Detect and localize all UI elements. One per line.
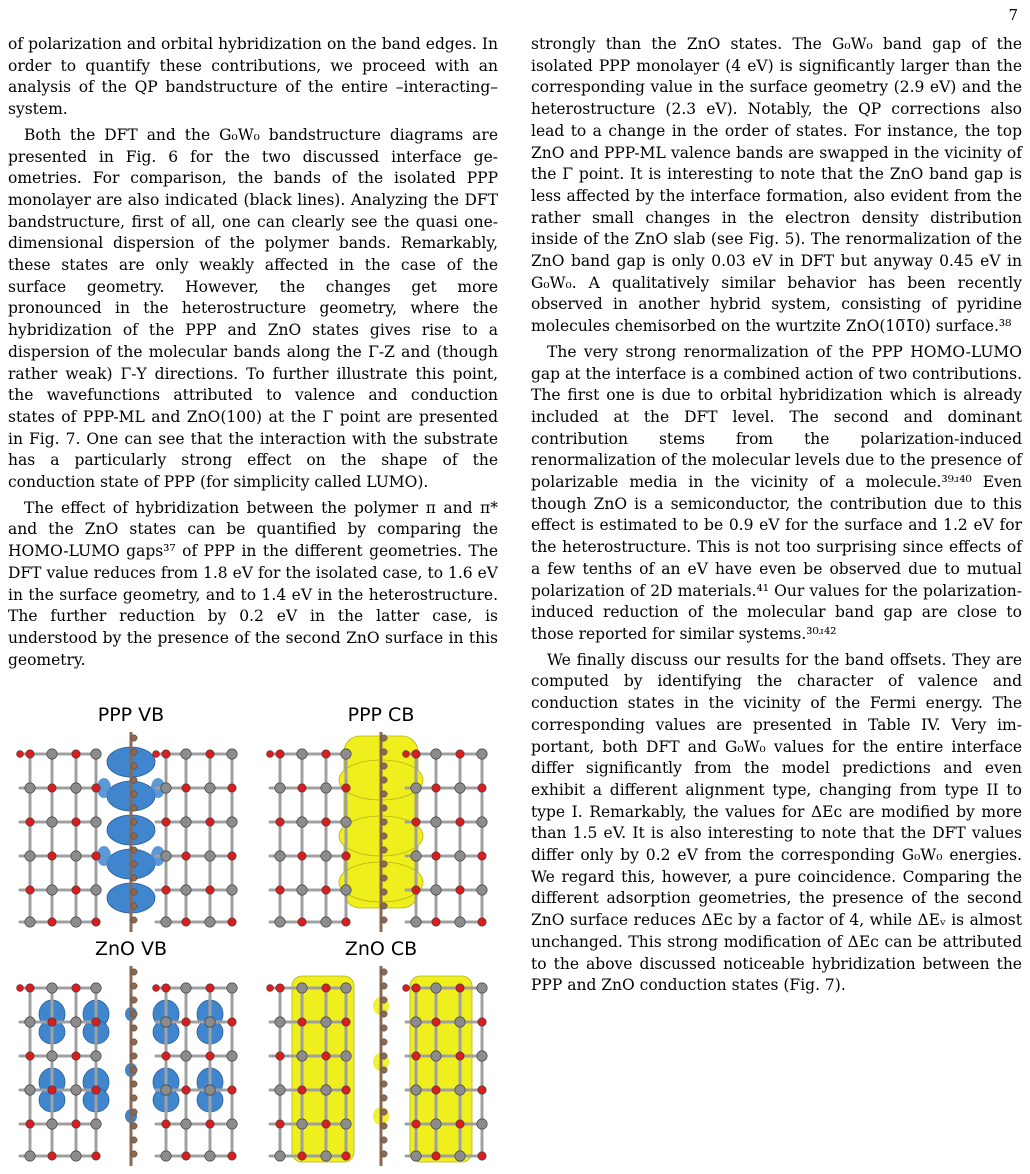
oxygen-atom	[478, 852, 486, 860]
panel-title: ZnO CB	[344, 938, 418, 960]
zinc-atom	[227, 1119, 237, 1129]
zinc-atom	[321, 1151, 331, 1161]
zinc-atom	[25, 917, 35, 927]
carbon-atom	[131, 777, 137, 783]
oxygen-atom	[153, 985, 160, 992]
zinc-atom	[71, 1151, 81, 1161]
zinc-atom	[431, 983, 441, 993]
carbon-atom	[131, 983, 137, 989]
zinc-atom	[205, 917, 215, 927]
oxygen-atom	[26, 886, 34, 894]
carbon-atom	[131, 805, 137, 811]
carbon-atom	[131, 791, 137, 797]
zinc-atom	[25, 783, 35, 793]
carbon-atom	[131, 1081, 137, 1087]
oxygen-atom	[456, 886, 464, 894]
oxygen-atom	[228, 784, 236, 792]
carbon-atom	[381, 1123, 387, 1129]
zinc-atom	[91, 817, 101, 827]
zinc-atom	[71, 851, 81, 861]
zinc-atom	[205, 1151, 215, 1161]
zinc-atom	[455, 851, 465, 861]
carbon-atom	[131, 861, 137, 867]
zinc-atom	[275, 783, 285, 793]
isosurface-plot	[16, 732, 246, 932]
oxygen-atom	[26, 1120, 34, 1128]
oxygen-atom	[478, 918, 486, 926]
oxygen-atom	[322, 1052, 330, 1060]
zinc-atom	[455, 1017, 465, 1027]
zinc-atom	[71, 783, 81, 793]
zinc-atom	[91, 1119, 101, 1129]
zinc-atom	[25, 1017, 35, 1027]
paragraph: The very strong renormalization of the PPP HOMO-LUMO gap at the interface is a combined action of two contributions. The first one is due to orbital hybridization which is already included at the DFT level. The second and dominant contribution stems from the polarization-induced renormalization of the molecular levels due to the presence of polarizable media in the vicinity of a molecule.³⁹ʴ⁴⁰ Even though ZnO is a semiconductor, the contribution due to this effect is estimated to be 0.9 eV for the surface and 1.2 eV for the heterostructure. This is not too surprising since effects of a few tenths of an eV have even be observed due to mutual polarization of 2D materials.⁴¹ Our values for the polarization-induced reduction of the molecular band gap are close to those reported for similar systems.³⁰ʴ⁴²	[531, 342, 1022, 643]
oxygen-atom	[267, 751, 274, 758]
oxygen-atom	[432, 1018, 440, 1026]
oxygen-atom	[228, 852, 236, 860]
oxygen-atom	[478, 1018, 486, 1026]
carbon-atom	[381, 833, 387, 839]
carbon-atom	[381, 903, 387, 909]
oxygen-atom	[162, 984, 170, 992]
oxygen-atom	[162, 750, 170, 758]
zinc-atom	[181, 983, 191, 993]
zinc-atom	[341, 983, 351, 993]
oxygen-atom	[322, 1120, 330, 1128]
oxygen-atom	[298, 1086, 306, 1094]
zinc-atom	[275, 917, 285, 927]
oxygen-atom	[206, 1120, 214, 1128]
zinc-atom	[297, 1119, 307, 1129]
zinc-atom	[455, 783, 465, 793]
carbon-atom	[381, 969, 387, 975]
zinc-atom	[47, 1119, 57, 1129]
oxygen-atom	[162, 886, 170, 894]
zinc-atom	[275, 1085, 285, 1095]
carbon-atom	[131, 1053, 137, 1059]
zinc-atom	[161, 1151, 171, 1161]
oxygen-atom	[342, 918, 350, 926]
oxygen-atom	[17, 985, 24, 992]
carbon-atom	[131, 889, 137, 895]
oxygen-atom	[403, 985, 410, 992]
paragraph: We finally discuss our results for the band offsets. They are computed by identifying the character of valence and conduction states in the vicinity of the Fermi energy. The corresponding values are presented in Table IV. Very important, both DFT and G₀W₀ values for the entire interface differ significantly from the model predictions and even exhibit a different alignment type, changing from type II to type I. Remarkably, the values for ΔEᴄ are modified by more than 1.5 eV. It is also interesting to note that the DFT values differ only by 0.2 eV from the corresponding G₀W₀ energies. We regard this, however, a pure coincidence. Comparing the different adsorption geometries, the presence of the second ZnO surface reduces ΔEᴄ by a factor of 4, while ΔEᵥ is almost unchanged. This strong modification of ΔEᴄ can be attributed to the above discussed noticeable hybridization between the PPP and ZnO conduction states (Fig. 7).	[531, 650, 1022, 995]
paragraph: The effect of hybridization between the polymer π and π* and the ZnO states can be quantified by comparing the HOMO-LUMO gaps³⁷ of PPP in the different geometries. The DFT value reduces from 1.8 eV for the isolated case, to 1.6 eV in the surface geometry, and to 1.4 eV in the heterostructure. The further reduction by 0.2 eV in the latter case, is understood by the presence of the second ZnO surface in this geometry.	[8, 498, 498, 669]
oxygen-atom	[456, 984, 464, 992]
oxygen-atom	[322, 750, 330, 758]
isosurface-plot	[16, 966, 246, 1166]
zinc-atom	[455, 917, 465, 927]
carbon-atom	[381, 997, 387, 1003]
oxygen-atom	[228, 1086, 236, 1094]
zinc-atom	[477, 885, 487, 895]
zinc-atom	[25, 1085, 35, 1095]
panel-ppp-cb	[266, 704, 496, 936]
zinc-atom	[161, 1085, 171, 1095]
carbon-atom	[131, 997, 137, 1003]
oxygen-atom	[92, 852, 100, 860]
zinc-atom	[477, 1119, 487, 1129]
oxygen-atom	[342, 1152, 350, 1160]
zinc-atom	[227, 749, 237, 759]
oxygen-atom	[432, 784, 440, 792]
oxygen-atom	[48, 852, 56, 860]
carbon-atom	[131, 875, 137, 881]
right-column	[531, 34, 1022, 1001]
zinc-atom	[47, 817, 57, 827]
panel-zno-vb	[16, 938, 246, 1170]
oxygen-atom	[92, 1152, 100, 1160]
oxygen-atom	[412, 1120, 420, 1128]
zinc-atom	[321, 1085, 331, 1095]
oxygen-atom	[412, 1052, 420, 1060]
oxygen-atom	[432, 1086, 440, 1094]
oxygen-atom	[162, 1120, 170, 1128]
carbon-atom	[381, 875, 387, 881]
oxygen-atom	[206, 886, 214, 894]
zinc-atom	[341, 1119, 351, 1129]
zinc-atom	[455, 1085, 465, 1095]
oxygen-atom	[48, 784, 56, 792]
carbon-atom	[131, 763, 137, 769]
oxygen-atom	[92, 1018, 100, 1026]
zinc-atom	[411, 1151, 421, 1161]
isosurface-plot	[266, 732, 496, 932]
oxygen-atom	[162, 1052, 170, 1060]
carbon-atom	[381, 1011, 387, 1017]
page-number: 7	[1008, 6, 1018, 24]
carbon-atom	[131, 969, 137, 975]
zinc-atom	[71, 1017, 81, 1027]
zinc-atom	[411, 1085, 421, 1095]
carbon-atom	[381, 1025, 387, 1031]
zinc-atom	[205, 1017, 215, 1027]
carbon-atom	[131, 1137, 137, 1143]
carbon-atom	[381, 889, 387, 895]
oxygen-atom	[412, 984, 420, 992]
zinc-atom	[455, 1151, 465, 1161]
carbon-atom	[381, 749, 387, 755]
zinc-atom	[25, 1151, 35, 1161]
isosurface-plot	[266, 966, 496, 1166]
zinc-atom	[275, 851, 285, 861]
bonds	[20, 966, 232, 1166]
panel-title: ZnO VB	[94, 938, 168, 960]
oxygen-atom	[182, 852, 190, 860]
carbon-atom	[131, 903, 137, 909]
zinc-atom	[297, 749, 307, 759]
carbon-atom	[131, 847, 137, 853]
zinc-atom	[227, 885, 237, 895]
oxygen-atom	[72, 750, 80, 758]
oxygen-atom	[298, 1152, 306, 1160]
zinc-atom	[477, 749, 487, 759]
zinc-atom	[181, 1119, 191, 1129]
paragraph: of polarization and orbital hybridization on the band edges. In order to quantify these contributions, we proceed with an analysis of the QP bandstructure of the entire –interacting– system.	[8, 35, 498, 119]
oxygen-atom	[276, 1120, 284, 1128]
oxygen-atom	[432, 852, 440, 860]
carbon-atom	[131, 1067, 137, 1073]
oxygen-atom	[72, 886, 80, 894]
oxygen-atom	[206, 984, 214, 992]
oxygen-atom	[298, 852, 306, 860]
zinc-atom	[181, 817, 191, 827]
zinc-atom	[477, 983, 487, 993]
carbon-atom	[381, 805, 387, 811]
zinc-atom	[297, 1051, 307, 1061]
carbon-atom	[381, 1067, 387, 1073]
isosurface-lobe	[410, 976, 472, 1162]
zinc-atom	[205, 851, 215, 861]
paragraph: strongly than the ZnO states. The G₀W₀ band gap of the isolated PPP monolayer (4 eV) is significantly larger than the corresponding value in the surface geometry (2.9 eV) and the heterostructure (2.3 eV). Notably, the QP corrections also lead to a change in the order of states. For instance, the top ZnO and PPP-ML valence bands are swapped in the vicinity of the Γ point. It is interesting to note that the ZnO band gap is less affected by the interface formation, also evident from the rather small changes in the electron density distribution inside of the ZnO slab (see Fig. 5). The renormalization of the ZnO band gap is only 0.03 eV in DFT but anyway 0.45 eV in G₀W₀. A qualitatively similar behavior has been recently observed in another hybrid system, consisting of pyridine molecules chemisorbed on the wurtzite ZnO(10̅1̅0) surface.³⁸	[531, 35, 1022, 336]
carbon-atom	[381, 735, 387, 741]
carbon-atom	[381, 1151, 387, 1157]
zinc-atom	[47, 1051, 57, 1061]
zinc-atom	[71, 917, 81, 927]
oxygen-atom	[412, 750, 420, 758]
oxygen-atom	[26, 818, 34, 826]
zinc-atom	[25, 851, 35, 861]
oxygen-atom	[92, 1086, 100, 1094]
zinc-atom	[431, 1051, 441, 1061]
zinc-atom	[181, 749, 191, 759]
carbon-atom	[131, 917, 137, 923]
panel-title: PPP CB	[347, 704, 415, 726]
carbon-atom	[381, 917, 387, 923]
carbon-atom	[381, 861, 387, 867]
zinc-atom	[411, 851, 421, 861]
oxygen-atom	[72, 984, 80, 992]
carbon-atom	[131, 1095, 137, 1101]
zinc-atom	[91, 983, 101, 993]
oxygen-atom	[298, 918, 306, 926]
oxygen-atom	[182, 1086, 190, 1094]
zinc-atom	[227, 1051, 237, 1061]
oxygen-atom	[72, 818, 80, 826]
carbon-atom	[381, 1053, 387, 1059]
zinc-atom	[161, 851, 171, 861]
oxygen-atom	[276, 818, 284, 826]
oxygen-atom	[342, 852, 350, 860]
oxygen-atom	[182, 918, 190, 926]
oxygen-atom	[456, 1120, 464, 1128]
zinc-atom	[431, 885, 441, 895]
zinc-atom	[227, 817, 237, 827]
carbon-atom	[381, 1137, 387, 1143]
zinc-atom	[477, 1051, 487, 1061]
oxygen-atom	[206, 1052, 214, 1060]
panel-zno-cb	[266, 938, 496, 1170]
paragraph: Both the DFT and the G₀W₀ bandstructure diagrams are presented in Fig. 6 for the two discussed interface geometries. For comparison, the bands of the isolated PPP monolayer are also indicated (black lines). Analyzing the DFT bandstructure, first of all, one can clearly see the quasi one-dimensional dispersion of the polymer bands. Remarkably, these states are only weakly affected in the case of the surface geometry. However, the changes get more pronounced in the heterostructure geometry, where the hybridization of the PPP and ZnO states gives rise to a dispersion of the molecular bands along the Γ-Z and (though rather weak) Γ-Y directions. To further illustrate this point, the wavefunctions attributed to valence and conduction states of PPP-ML and ZnO(100) at the Γ point are presented in Fig. 7. One can see that the interaction with the substrate has a particularly strong effect on the shape of the conduction state of PPP (for simplicity called LUMO).	[8, 125, 498, 492]
zinc-atom	[275, 1151, 285, 1161]
zinc-atom	[91, 1051, 101, 1061]
oxygen-atom	[276, 886, 284, 894]
oxygen-atom	[276, 1052, 284, 1060]
oxygen-atom	[456, 1052, 464, 1060]
carbon-atom	[131, 1123, 137, 1129]
oxygen-atom	[72, 1052, 80, 1060]
carbon-atom	[381, 791, 387, 797]
oxygen-atom	[456, 818, 464, 826]
zinc-atom	[91, 885, 101, 895]
zinc-atom	[71, 1085, 81, 1095]
oxygen-atom	[298, 1018, 306, 1026]
oxygen-atom	[432, 918, 440, 926]
oxygen-atom	[478, 1152, 486, 1160]
oxygen-atom	[403, 751, 410, 758]
carbon-atom	[381, 847, 387, 853]
oxygen-atom	[182, 1018, 190, 1026]
carbon-atom	[131, 749, 137, 755]
oxygen-atom	[48, 1018, 56, 1026]
zinc-atom	[341, 1051, 351, 1061]
oxygen-atom	[298, 784, 306, 792]
oxygen-atom	[153, 751, 160, 758]
oxygen-atom	[322, 984, 330, 992]
oxygen-atom	[92, 918, 100, 926]
oxygen-atom	[17, 751, 24, 758]
zinc-atom	[431, 1119, 441, 1129]
panel-ppp-vb	[16, 704, 246, 936]
oxygen-atom	[26, 750, 34, 758]
zinc-atom	[321, 851, 331, 861]
zinc-atom	[205, 1085, 215, 1095]
carbon-atom	[381, 1095, 387, 1101]
carbon-atom	[131, 1039, 137, 1045]
oxygen-atom	[228, 918, 236, 926]
oxygen-atom	[26, 1052, 34, 1060]
zinc-atom	[431, 817, 441, 827]
zinc-atom	[321, 783, 331, 793]
zinc-atom	[321, 1017, 331, 1027]
zinc-atom	[297, 983, 307, 993]
panel-title: PPP VB	[97, 704, 165, 726]
oxygen-atom	[478, 784, 486, 792]
carbon-atom	[381, 1039, 387, 1045]
oxygen-atom	[342, 784, 350, 792]
zinc-atom	[297, 885, 307, 895]
carbon-atom	[381, 1081, 387, 1087]
carbon-atom	[131, 1109, 137, 1115]
zinc-atom	[341, 749, 351, 759]
oxygen-atom	[432, 1152, 440, 1160]
oxygen-atom	[206, 818, 214, 826]
oxygen-atom	[412, 886, 420, 894]
oxygen-atom	[48, 1086, 56, 1094]
zinc-atom	[431, 749, 441, 759]
zinc-atom	[275, 1017, 285, 1027]
oxygen-atom	[92, 784, 100, 792]
oxygen-atom	[267, 985, 274, 992]
oxygen-atom	[72, 1120, 80, 1128]
zinc-atom	[161, 783, 171, 793]
carbon-atom	[131, 735, 137, 741]
left-column	[8, 34, 498, 675]
oxygen-atom	[228, 1018, 236, 1026]
oxygen-atom	[342, 1086, 350, 1094]
carbon-atom	[131, 1151, 137, 1157]
zinc-atom	[181, 885, 191, 895]
zinc-atom	[91, 749, 101, 759]
oxygen-atom	[322, 818, 330, 826]
oxygen-atom	[182, 1152, 190, 1160]
oxygen-atom	[456, 750, 464, 758]
figure-7	[8, 704, 498, 1174]
carbon-atom	[131, 819, 137, 825]
zinc-atom	[227, 983, 237, 993]
carbon-atom	[131, 833, 137, 839]
carbon-atom	[381, 763, 387, 769]
zinc-atom	[47, 749, 57, 759]
oxygen-atom	[478, 1086, 486, 1094]
zinc-atom	[181, 1051, 191, 1061]
oxygen-atom	[342, 1018, 350, 1026]
oxygen-atom	[162, 818, 170, 826]
oxygen-atom	[48, 1152, 56, 1160]
zinc-atom	[341, 817, 351, 827]
carbon-atom	[381, 983, 387, 989]
oxygen-atom	[228, 1152, 236, 1160]
carbon-atom	[381, 777, 387, 783]
oxygen-atom	[26, 984, 34, 992]
zinc-atom	[47, 885, 57, 895]
oxygen-atom	[182, 784, 190, 792]
carbon-atom	[381, 819, 387, 825]
zinc-atom	[411, 783, 421, 793]
oxygen-atom	[48, 918, 56, 926]
zinc-atom	[341, 885, 351, 895]
carbon-atom	[131, 1011, 137, 1017]
carbon-atom	[131, 1025, 137, 1031]
zinc-atom	[411, 1017, 421, 1027]
carbon-atom	[381, 1109, 387, 1115]
zinc-atom	[161, 1017, 171, 1027]
oxygen-atom	[206, 750, 214, 758]
oxygen-atom	[412, 818, 420, 826]
zinc-atom	[47, 983, 57, 993]
zinc-atom	[477, 817, 487, 827]
zinc-atom	[161, 917, 171, 927]
oxygen-atom	[322, 886, 330, 894]
oxygen-atom	[276, 750, 284, 758]
zinc-atom	[411, 917, 421, 927]
oxygen-atom	[276, 984, 284, 992]
zinc-atom	[205, 783, 215, 793]
zinc-atom	[321, 917, 331, 927]
zinc-atom	[297, 817, 307, 827]
